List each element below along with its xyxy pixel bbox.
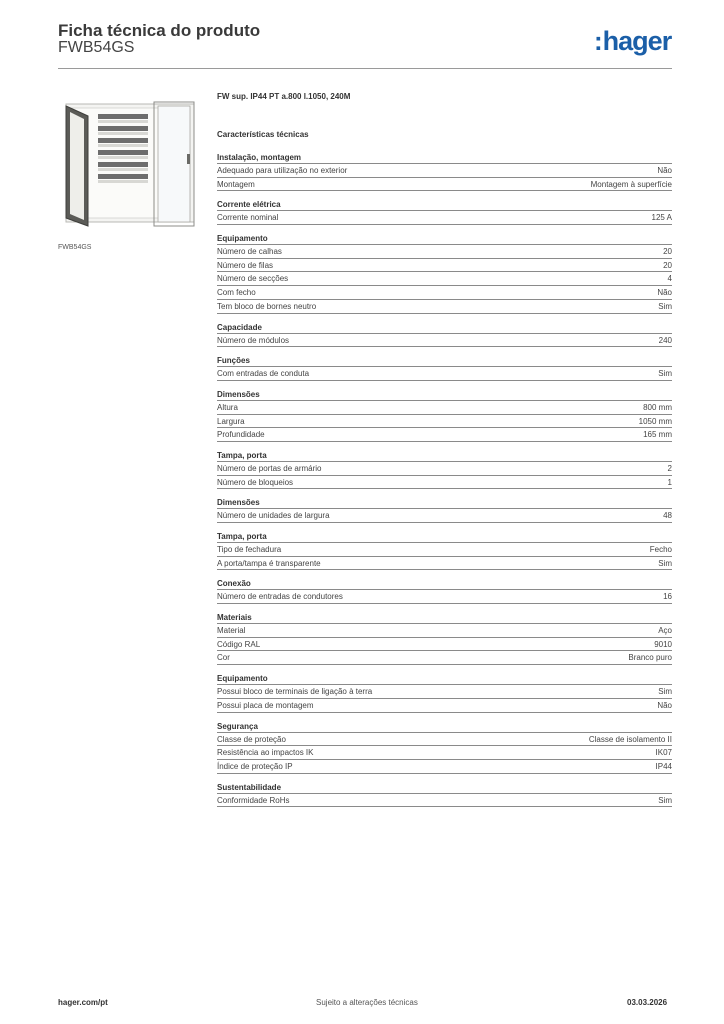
footer-date: 03.03.2026 [627,998,668,1007]
spec-value: Aço [658,626,672,636]
spec-label: Conformidade RoHs [217,795,290,805]
product-image [58,92,206,235]
spec-row [217,300,672,314]
spec-row [217,367,672,381]
spec-row [217,415,672,429]
spec-value: 20 [663,247,672,257]
section-title: Equipamento [217,233,672,245]
spec-label: Classe de proteção [217,734,286,744]
section-title: Funções [217,355,672,367]
document-title: Ficha técnica do produto [58,21,261,40]
spec-section [217,389,672,442]
spec-section [217,673,672,712]
spec-label: A porta/tampa é transparente [217,558,321,568]
spec-value: 9010 [654,639,672,649]
spec-row [217,509,672,523]
section-title: Tampa, porta [217,450,672,462]
spec-label: Resistência ao impactos IK [217,748,314,758]
spec-label: Profundidade [217,430,265,440]
spec-row [217,428,672,442]
section-title: Capacidade [217,322,672,334]
spec-value: 1050 mm [638,416,672,426]
footer-notice: Sujeito a alterações técnicas [316,998,418,1007]
spec-label: Possui placa de montagem [217,700,314,710]
spec-label: Número de secções [217,274,289,284]
spec-section [217,322,672,348]
spec-value: Sim [658,369,672,379]
spec-row [217,211,672,225]
product-description: FW sup. IP44 PT a.800 l.1050, 240M [217,92,351,101]
spec-value: IK07 [655,748,672,758]
spec-value: 20 [663,260,672,270]
spec-value: 48 [663,511,672,521]
spec-section [217,578,672,604]
spec-value: 240 [658,335,672,345]
spec-label: Material [217,626,246,636]
spec-section [217,355,672,381]
spec-content [217,92,672,815]
section-title: Materiais [217,612,672,624]
spec-value: 1 [667,477,672,487]
spec-label: Número de entradas de condutores [217,592,343,602]
spec-row [217,685,672,699]
spec-label: Altura [217,402,238,412]
spec-row [217,794,672,808]
spec-row [217,286,672,300]
spec-label: Com entradas de conduta [217,369,310,379]
spec-label: Número de módulos [217,335,290,345]
spec-row [217,733,672,747]
section-title: Tampa, porta [217,531,672,543]
spec-row [217,760,672,774]
spec-value: 165 mm [643,430,672,440]
section-title: Conexão [217,578,672,590]
section-title: Sustentabilidade [217,782,672,794]
spec-value: Sim [658,795,672,805]
spec-value: IP44 [655,761,672,771]
logo-mark-icon: : [594,26,602,56]
spec-row [217,746,672,760]
spec-label: Número de unidades de largura [217,511,330,521]
spec-value: Não [657,700,672,710]
spec-row [217,624,672,638]
spec-label: Número de filas [217,260,274,270]
spec-row [217,462,672,476]
spec-row [217,590,672,604]
product-code: FWB54GS [58,39,135,56]
spec-section [217,497,672,523]
spec-label: Montagem [217,179,255,189]
spec-value: Fecho [649,545,672,554]
spec-row [217,543,672,557]
image-caption: FWB54GS [58,244,92,251]
spec-row [217,259,672,273]
spec-section [217,531,672,570]
spec-label: Número de portas de armário [217,463,322,473]
spec-value: Montagem à superfície [590,179,672,189]
spec-label: Número de bloqueios [217,477,294,487]
spec-label: Índice de proteção IP [217,761,293,771]
spec-row [217,272,672,286]
spec-label: Tipo de fechadura [217,545,282,554]
spec-section [217,450,672,489]
spec-label: Número de calhas [217,247,282,257]
spec-value: 800 mm [643,402,672,412]
logo-text: hager [602,26,672,56]
spec-value: Classe de isolamento II [588,734,672,744]
spec-row [217,651,672,665]
spec-label: Corrente nominal [217,213,279,223]
spec-section [217,152,672,191]
spec-value: Não [657,288,672,298]
section-title: Segurança [217,721,672,733]
section-title: Instalação, montagem [217,152,672,164]
hager-logo [594,26,671,57]
spec-label: Cor [217,653,230,663]
spec-row [217,164,672,178]
spec-label: Largura [217,416,245,426]
spec-value: Branco puro [628,653,672,663]
footer-website: hager.com/pt [58,998,108,1007]
spec-label: Código RAL [217,639,261,649]
spec-label: Adequado para utilização no exterior [217,166,348,175]
spec-value: 125 A [651,213,672,223]
spec-value: 16 [663,592,672,602]
spec-label: Com fecho [217,288,256,298]
spec-row [217,476,672,490]
section-title: Dimensões [217,389,672,401]
spec-section [217,721,672,774]
spec-value: Sim [658,687,672,697]
spec-value: Sim [658,558,672,568]
section-title: Equipamento [217,673,672,685]
spec-row [217,557,672,571]
spec-section [217,612,672,665]
spec-section [217,782,672,808]
section-title: Dimensões [217,497,672,509]
spec-value: 4 [667,274,672,284]
spec-row [217,638,672,652]
spec-label: Possui bloco de terminais de ligação à terra [217,687,373,697]
header-divider [58,68,672,69]
spec-value: 2 [667,463,672,473]
spec-value: Sim [658,301,672,311]
spec-section [217,233,672,313]
spec-row [217,334,672,348]
section-title: Corrente elétrica [217,199,672,211]
spec-sections [217,152,672,807]
spec-row [217,178,672,192]
spec-label: Tem bloco de bornes neutro [217,301,317,311]
spec-value: Não [657,166,672,175]
spec-row [217,699,672,713]
spec-section [217,199,672,225]
tech-heading: Características técnicas [217,130,309,139]
spec-row [217,245,672,259]
spec-row [217,401,672,415]
